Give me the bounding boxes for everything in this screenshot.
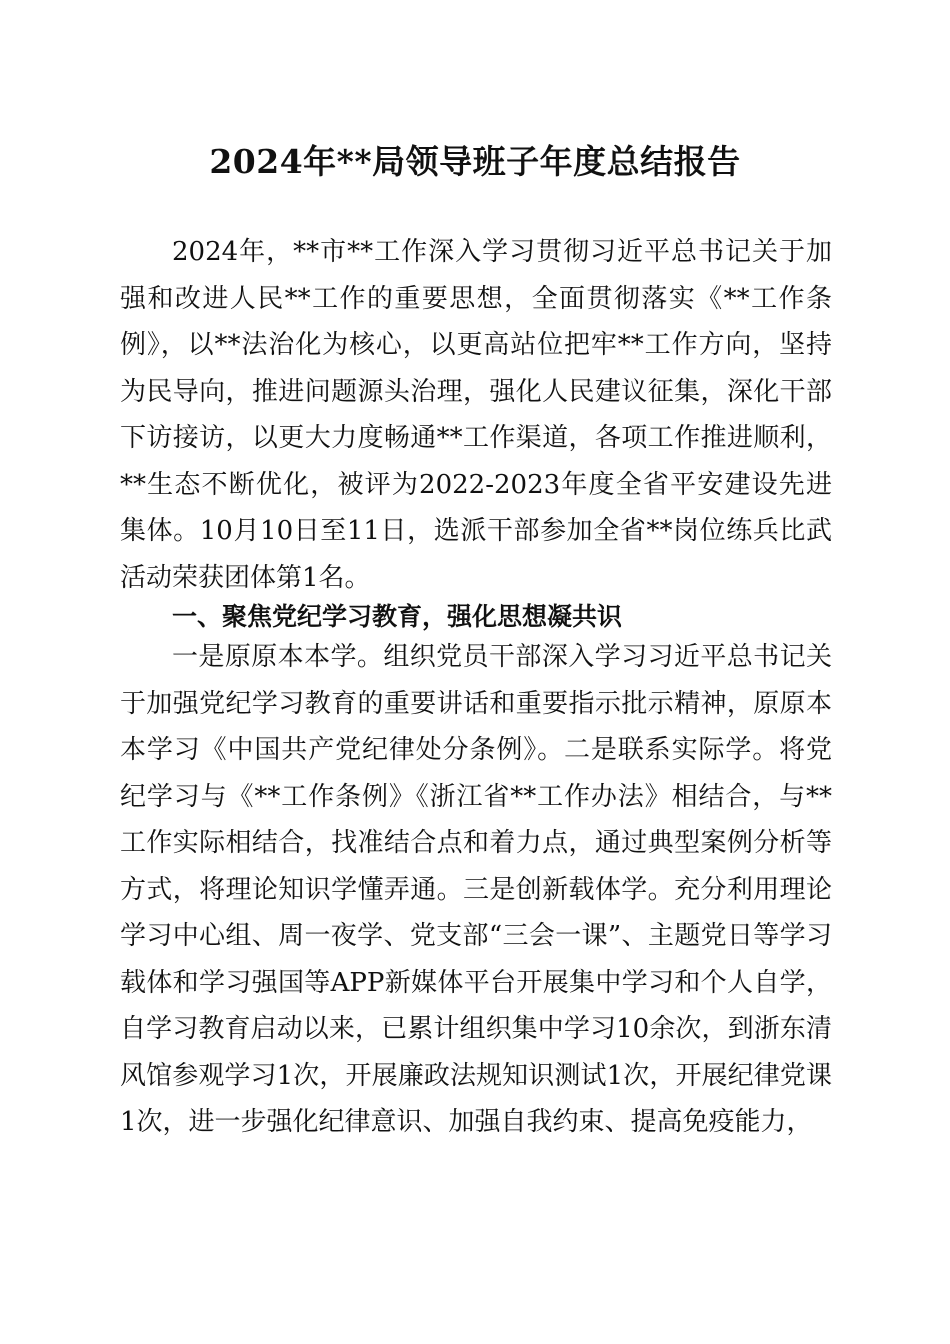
section-heading-1: 一、聚焦党纪学习教育，强化思想凝共识: [172, 602, 623, 631]
section-1-paragraph: 一是原原本本学。组织党员干部深入学习习近平总书记关于加强党纪学习教育的重要讲话和重要指示批示精神，原原本本学习《中国共产党纪律处分条例》。二是联系实际学。将党纪学习与《**工作条例》《浙江省**工作办法》相结合，与**工作实际相结合，找准结合点和着力点，通过典型案例分析等方式，将理论知识学懂弄通。三是创新载体学。充分利用理论学习中心组、周一夜学、党支部“三会一课”、主题党日等学习载体和学习强国等APP新媒体平台开展集中学习和个人自学，自学习教育启动以来，已累计组织集中学习10余次，到浙东清风馆参观学习1次，开展廉政法规知识测试1次，开展纪律党课1次，进一步强化纪律意识、加强自我约束、提高免疫能力，: [120, 642, 832, 1137]
document-title: 2024年**局领导班子年度总结报告: [209, 142, 741, 181]
intro-paragraph: 2024年，**市**工作深入学习贯彻习近平总书记关于加强和改进人民**工作的重要思想，全面贯彻落实《**工作条例》，以**法治化为核心，以更高站位把牢**工作方向，坚持为民导向，推进问题源头治理，强化人民建议征集，深化干部下访接访，以更大力度畅通**工作渠道，各项工作推进顺利，**生态不断优化，被评为2022-2023年度全省平安建设先进集体。10月10日至11日，选派干部参加全省**岗位练兵比武活动荣获团体第1名。: [120, 237, 832, 593]
